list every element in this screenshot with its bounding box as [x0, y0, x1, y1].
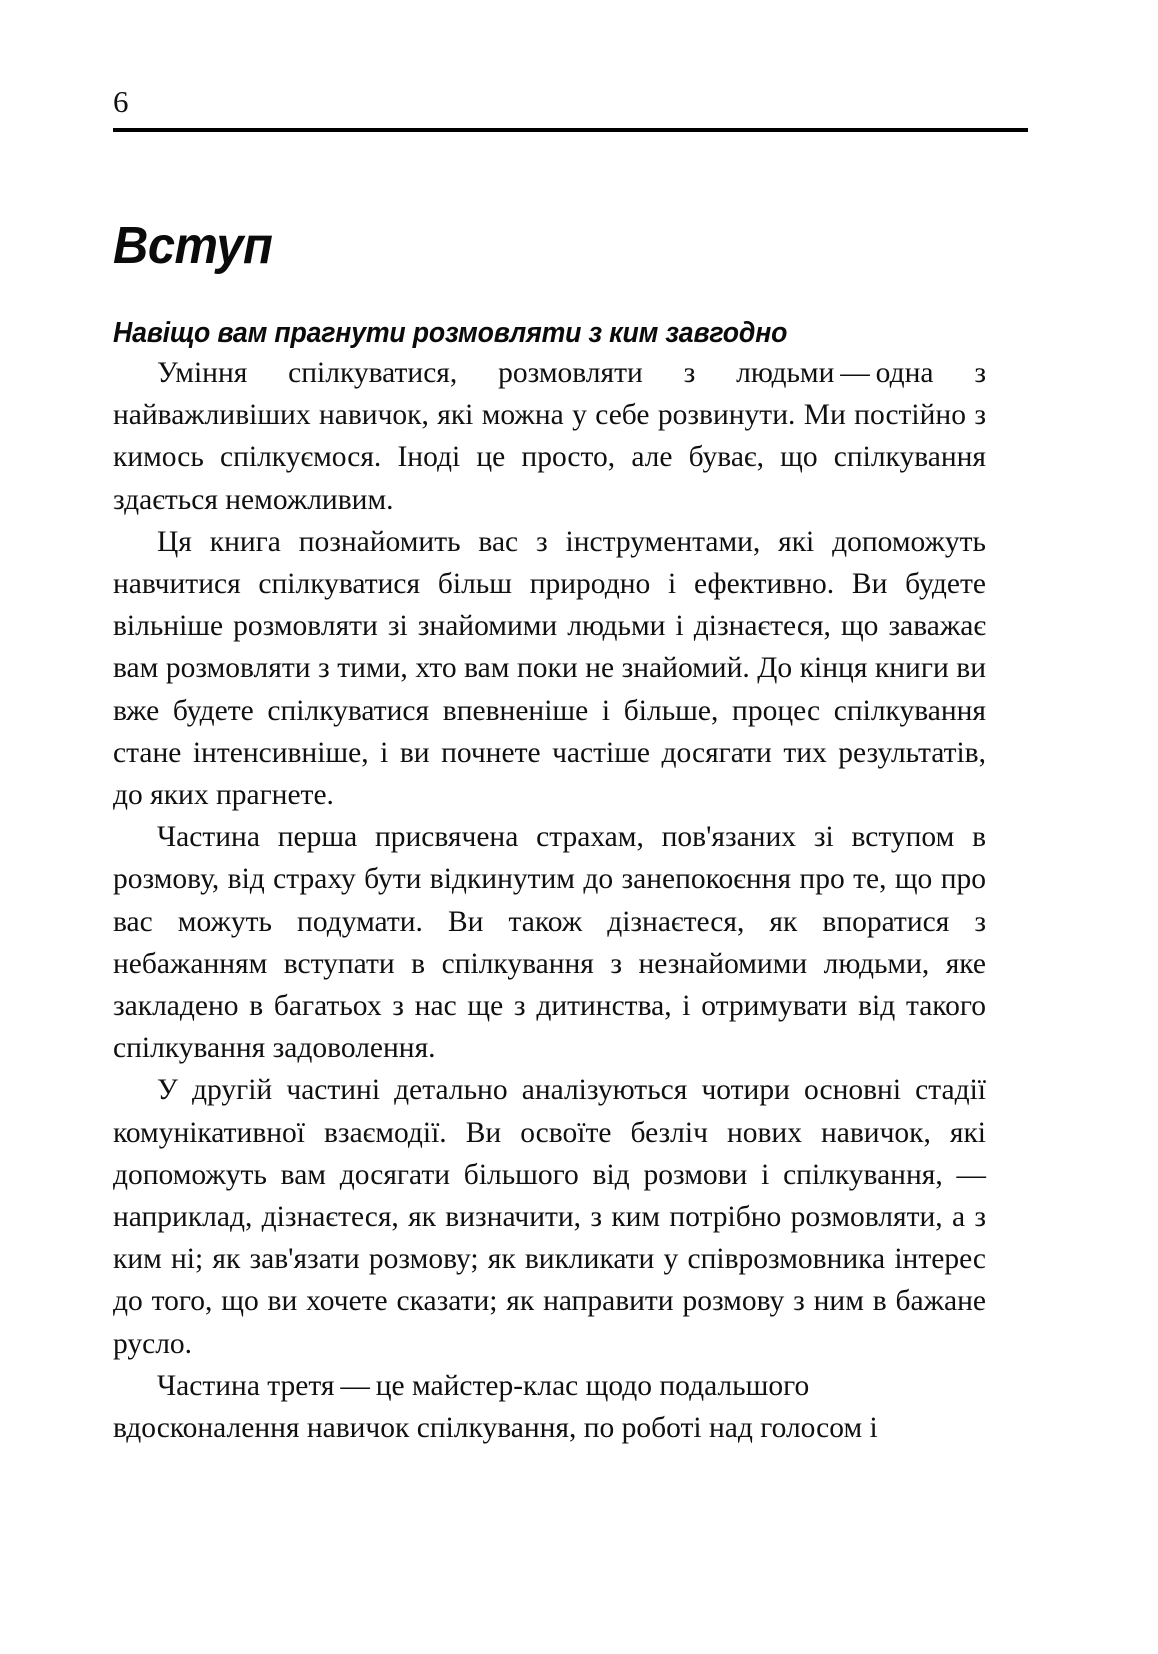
paragraph: У другій частині детально аналізуються чотири основні стадії комунікативної взаємодії. Ви освоїте безліч нових навичок, які допоможуть вам досягати більшого від розмови і спілкування, — наприклад, дізнаєтеся, як визначити, з ким потрібно розмовляти, а з ким ні; як зав'язати розмову; як викликати у співрозмовника інтерес до того, що ви хочете сказати; як направити розмову з ним в бажане русло.	[113, 1074, 986, 1360]
paragraph: Частина перша присвячена страхам, пов'язаних зі вступом в розмову, від страху бути відкинутим до занепокоєння про те, що про вас можуть подумати. Ви також дізнаєтеся, як впоратися з небажанням вступати в спілкування з незнайомими людьми, яке закладено в багатьох з нас ще з дитинства, і отримувати від такого спілкування задоволення.	[113, 821, 986, 1065]
chapter-title: Вступ	[113, 216, 273, 275]
header-divider	[113, 128, 1028, 132]
section-subtitle: Навіщо вам прагнути розмовляти з ким завгодно	[113, 317, 788, 350]
body-text-block	[113, 352, 986, 1449]
running-head	[113, 84, 1028, 132]
paragraph: Ця книга познайомить вас з інструментами, які допоможуть навчитися спілкуватися більш природно і ефективно. Ви будете вільніше розмовляти зі знайомими людьми і дізнаєтеся, що заважає вам розмовляти з тими, хто вам поки не знайомий. До кінця книги ви вже будете спілкуватися впевненіше і більше, процес спілкування стане інтенсивніше, і ви почнете частіше досягати тих результатів, до яких прагнете.	[113, 525, 986, 812]
paragraph: Уміння спілкуватися, розмовляти з людьми — одна з найважливіших навичок, які можна у себе розвинути. Ми постійно з кимось спілкуємося. Іноді це просто, але буває, що спілкування здається неможливим.	[113, 357, 986, 516]
page-number: 6	[113, 84, 129, 119]
paragraph: Частина третя — це майстер-клас щодо подальшого вдосконалення навичок спілкування, по роботі над голосом і	[113, 1369, 878, 1445]
